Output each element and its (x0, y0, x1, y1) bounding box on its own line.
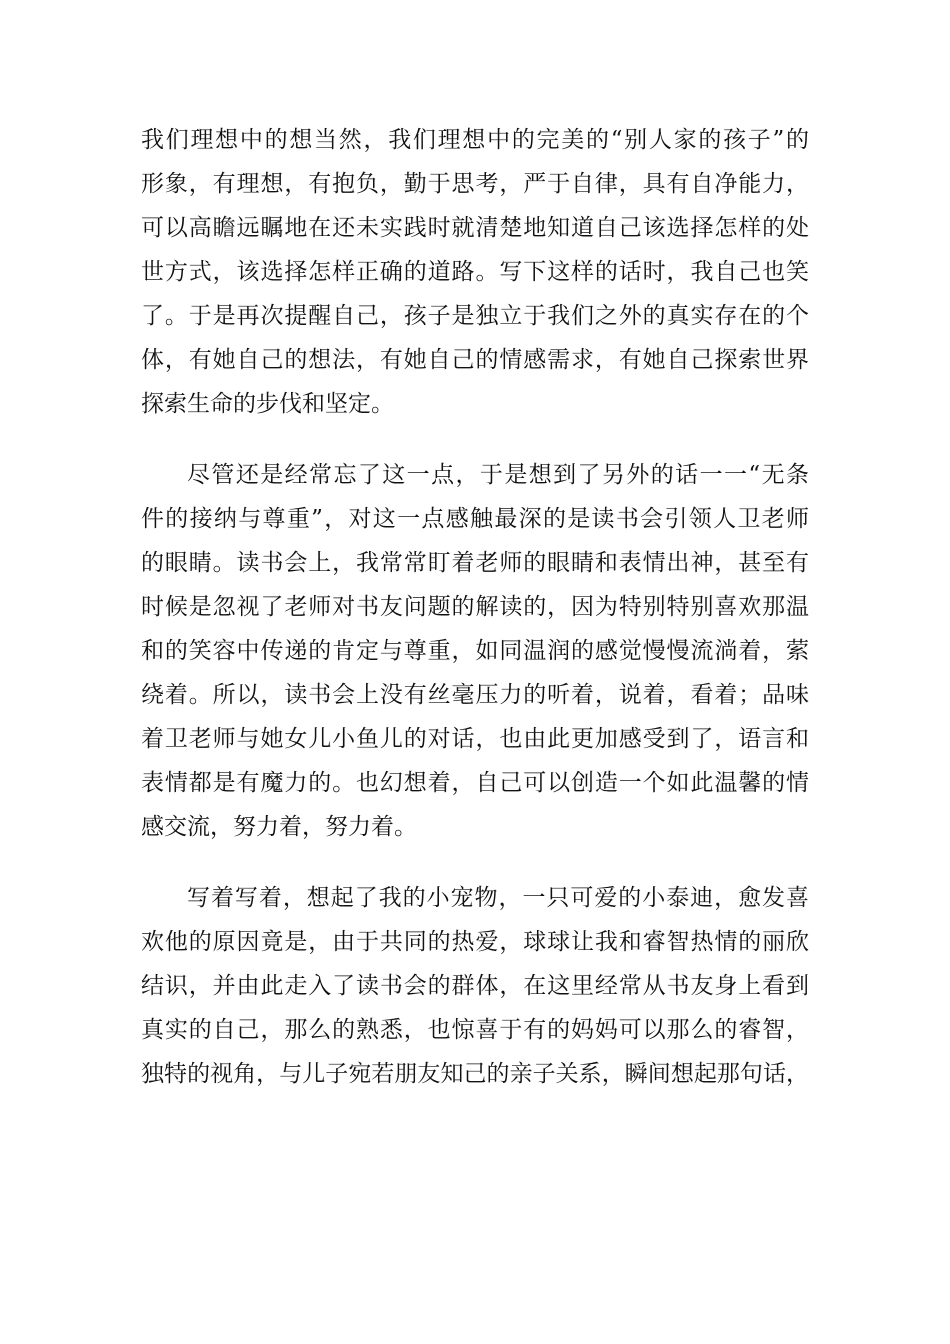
text-line: 件的接纳与尊重”，对这一点感触最深的是读书会引领人卫老师 (141, 506, 809, 532)
paragraph-2 (141, 453, 809, 849)
text-line: 结识，并由此走入了读书会的群体，在这里经常从书友身上看到 (141, 973, 809, 999)
text-line: 形象，有理想，有抱负，勤于思考，严于自律，具有自净能力， (141, 171, 809, 197)
text-line: 时候是忽视了老师对书友问题的解读的，因为特别特别喜欢那温 (141, 594, 809, 620)
text-line: 了。于是再次提醒自己，孩子是独立于我们之外的真实存在的个 (141, 303, 809, 329)
text-line: 着卫老师与她女儿小鱼儿的对话，也由此更加感受到了，语言和 (141, 726, 809, 752)
text-line: 欢他的原因竟是，由于共同的热爱，球球让我和睿智热情的丽欣 (141, 929, 809, 955)
text-line: 表情都是有魔力的。也幻想着，自己可以创造一个如此温馨的情 (141, 770, 809, 796)
paragraph-3 (141, 876, 809, 1096)
text-line: 独特的视角，与儿子宛若朋友知己的亲子关系，瞬间想起那句话， (141, 1061, 809, 1087)
text-line: 绕着。所以，读书会上没有丝毫压力的听着，说着，看着；品味 (141, 682, 809, 708)
text-line: 我们理想中的想当然，我们理想中的完美的“别人家的孩子”的 (141, 127, 809, 153)
text-line: 尽管还是经常忘了这一点，于是想到了另外的话一一“无条 (187, 462, 809, 488)
paragraph-1 (141, 118, 809, 426)
text-line: 的眼睛。读书会上，我常常盯着老师的眼睛和表情出神，甚至有 (141, 550, 809, 576)
text-line: 写着写着，想起了我的小宠物，一只可爱的小泰迪，愈发喜 (187, 885, 809, 911)
text-line: 探索生命的步伐和坚定。 (141, 391, 394, 417)
text-line: 体，有她自己的想法，有她自己的情感需求，有她自己探索世界 (141, 347, 809, 373)
text-line: 感交流，努力着，努力着。 (141, 814, 417, 840)
text-line: 真实的自己，那么的熟悉，也惊喜于有的妈妈可以那么的睿智， (141, 1017, 809, 1043)
document-body (141, 118, 809, 1096)
text-line: 和的笑容中传递的肯定与尊重，如同温润的感觉慢慢流淌着，萦 (141, 638, 809, 664)
text-line: 可以高瞻远瞩地在还未实践时就清楚地知道自己该选择怎样的处 (141, 215, 809, 241)
text-line: 世方式，该选择怎样正确的道路。写下这样的话时，我自己也笑 (141, 259, 809, 285)
